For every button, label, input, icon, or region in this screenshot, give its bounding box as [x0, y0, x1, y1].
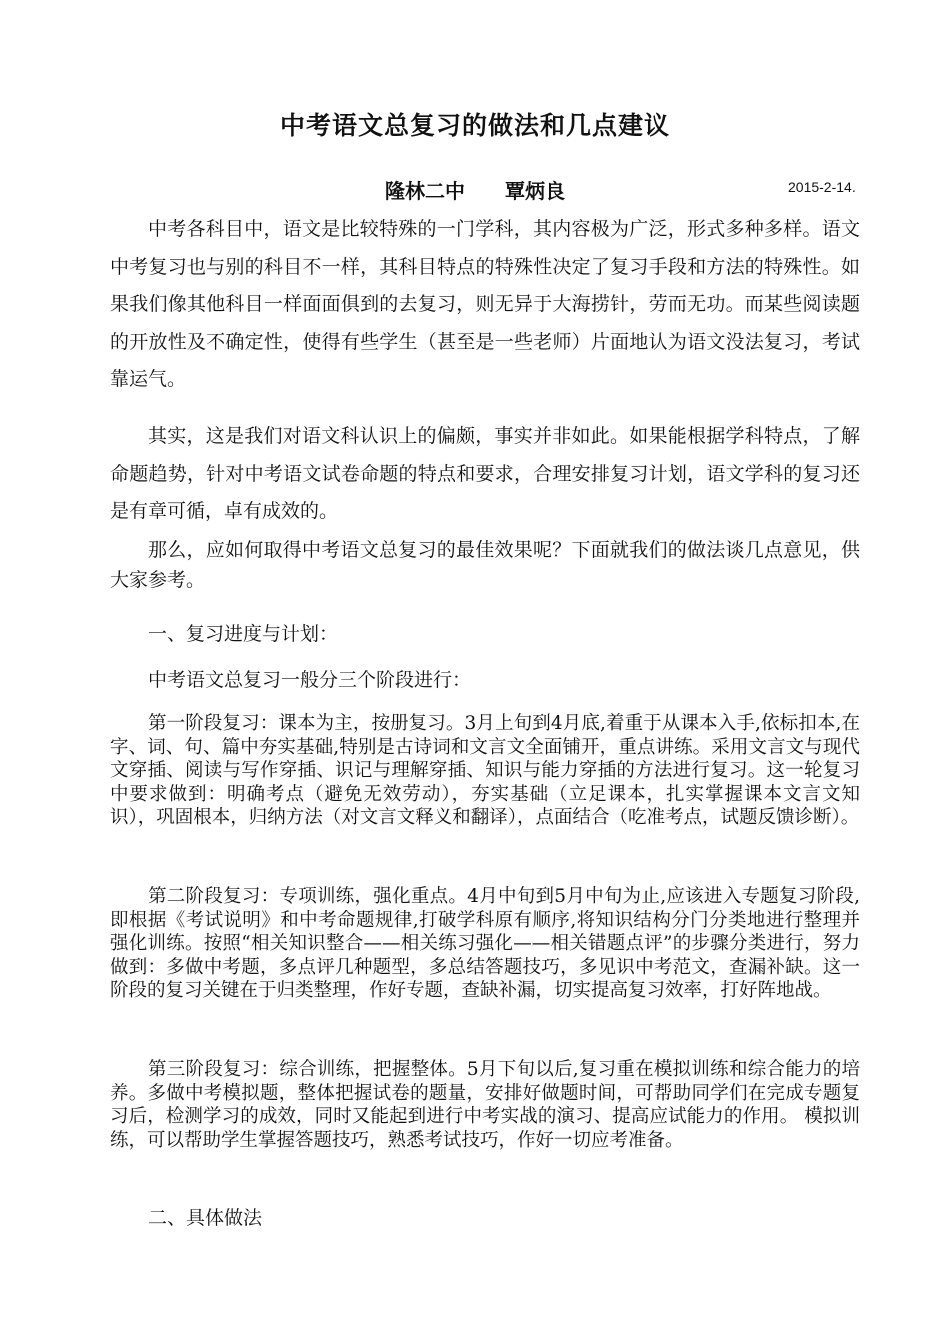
- paragraph-3: 那么，应如何取得中考语文总复习的最佳效果呢？下面就我们的做法谈几点意见，供大家参考。: [110, 539, 860, 591]
- stage-2-paragraph: 第二阶段复习：专项训练，强化重点。4月中旬到5月中旬为止,应该进入专题复习阶段,即根据《考试说明》和中考命题规律,打破学科原有顺序,将知识结构分门分类地进行整理并强化训练。按照“相关知识整合——相关练习强化——相关错题点评”的步骤分类进行，努力做到：多做中考题，多点评几种题型，多总结答题技巧，多见识中考范文，查漏补缺。这一阶段的复习关键在于归类整理，作好专题，查缺补漏，切实提高复习效率，打好阵地战。: [110, 886, 860, 1001]
- stage-1-paragraph: 第一阶段复习：课本为主，按册复习。3月上旬到4月底,着重于从课本入手,依标扣本,在字、词、句、篇中夯实基础,特别是古诗词和文言文全面铺开，重点讲练。采用文言文与现代文穿插、阅读与写作穿插、识记与理解穿插、知识与能力穿插的方法进行复习。这一轮复习中要求做到：明确考点（避免无效劳动），夯实基础（立足课本，扎实掌握课本文言文知识），巩固根本，归纳方法（对文言文释义和翻译），点面结合（吃准考点，试题反馈诊断）。: [110, 713, 860, 828]
- author-name: 覃炳良: [505, 179, 565, 203]
- section-2-heading: 二、具体做法: [148, 1207, 263, 1229]
- author-school: 隆林二中: [385, 179, 465, 203]
- stage-3-paragraph: 第三阶段复习：综合训练，把握整体。5月下旬以后,复习重在模拟训练和综合能力的培养。多做中考模拟题，整体把握试卷的题量，安排好做题时间，可帮助同学们在完成专题复习后，检测学习的成效，同时又能起到进行中考实战的演习、提高应试能力的作用。 模拟训练，可以帮助学生掌握答题技巧，熟悉考试技巧，作好一切应考准备。: [110, 1059, 860, 1151]
- section-1-intro: 中考语文总复习一般分三个阶段进行：: [148, 669, 472, 691]
- paragraph-1: 中考各科目中，语文是比较特殊的一门学科，其内容极为广泛，形式多种多样。语文中考复习也与别的科目不一样，其科目特点的特殊性决定了复习手段和方法的特殊性。如果我们像其他科目一样面面俱到的去复习，则无异于大海捞针，劳而无功。而某些阅读题的开放性及不确定性，使得有些学生（甚至是一些老师）片面地认为语文没法复习，考试靠运气。: [110, 218, 860, 390]
- section-1-heading: 一、复习进度与计划：: [148, 623, 339, 645]
- document-title: 中考语文总复习的做法和几点建议: [279, 111, 670, 140]
- paragraph-2: 其实，这是我们对语文科认识上的偏颇，事实并非如此。如果能根据学科特点，了解命题趋势，针对中考语文试卷命题的特点和要求，合理安排复习计划，语文学科的复习还是有章可循，卓有成效的。: [110, 425, 860, 522]
- document-date: 2015-2-14.: [788, 179, 856, 195]
